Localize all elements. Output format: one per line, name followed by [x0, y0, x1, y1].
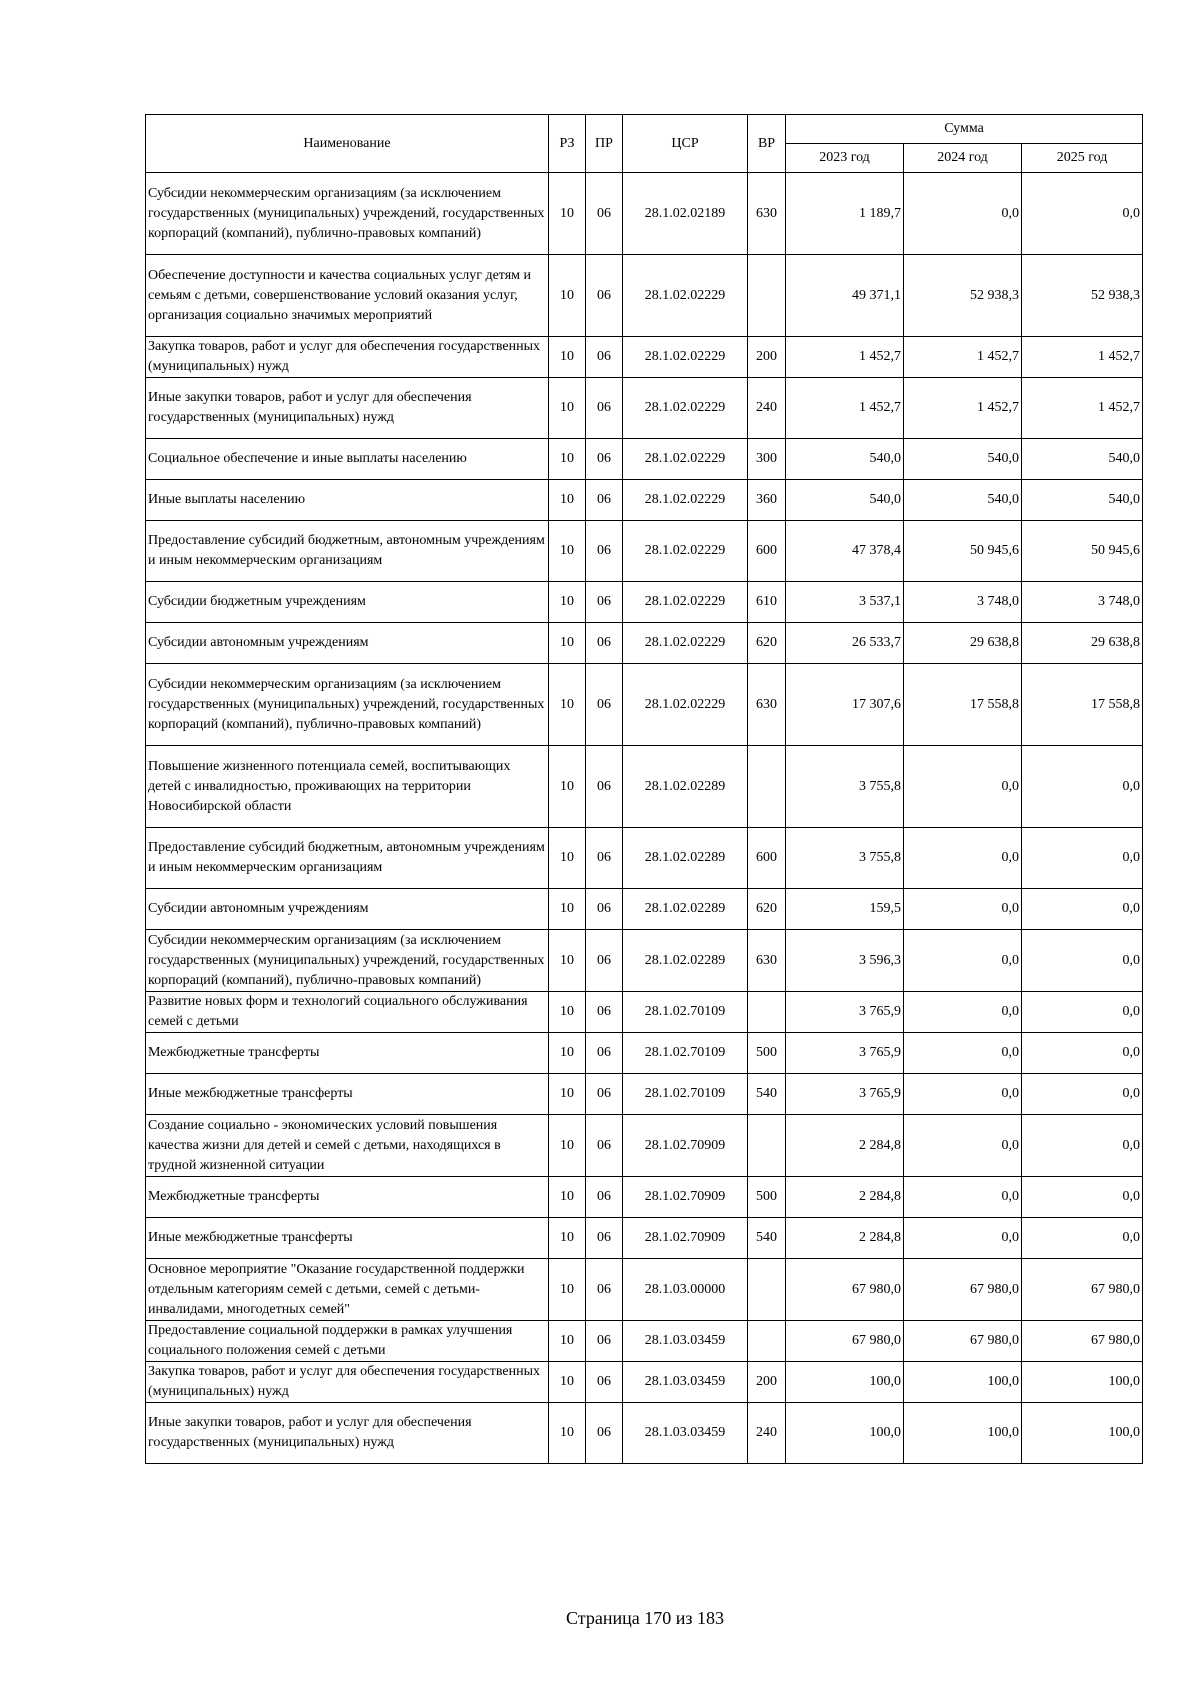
row-sum-2024: 0,0 — [904, 1115, 1022, 1177]
row-sum-2024: 0,0 — [904, 1177, 1022, 1218]
row-csr: 28.1.02.70909 — [623, 1115, 748, 1177]
row-sum-2023: 1 452,7 — [786, 337, 904, 378]
row-sum-2023: 26 533,7 — [786, 623, 904, 664]
row-sum-2025: 0,0 — [1022, 1115, 1143, 1177]
row-sum-2023: 47 378,4 — [786, 521, 904, 582]
row-name: Межбюджетные трансферты — [146, 1177, 549, 1218]
row-rz: 10 — [549, 521, 586, 582]
row-sum-2025: 50 945,6 — [1022, 521, 1143, 582]
row-pr: 06 — [586, 337, 623, 378]
row-sum-2023: 3 755,8 — [786, 746, 904, 828]
row-sum-2023: 2 284,8 — [786, 1177, 904, 1218]
row-rz: 10 — [549, 828, 586, 889]
table-row — [146, 439, 1143, 480]
row-sum-2025: 0,0 — [1022, 1074, 1143, 1115]
row-vr — [748, 746, 786, 828]
row-sum-2024: 0,0 — [904, 992, 1022, 1033]
row-pr: 06 — [586, 1362, 623, 1403]
row-csr: 28.1.02.70109 — [623, 1074, 748, 1115]
row-pr: 06 — [586, 582, 623, 623]
row-vr: 540 — [748, 1218, 786, 1259]
row-sum-2025: 29 638,8 — [1022, 623, 1143, 664]
row-sum-2024: 0,0 — [904, 746, 1022, 828]
row-rz: 10 — [549, 378, 586, 439]
row-sum-2024: 67 980,0 — [904, 1259, 1022, 1321]
row-name: Иные закупки товаров, работ и услуг для обеспечения государственных (муниципальных) нужд — [146, 378, 549, 439]
row-vr — [748, 1115, 786, 1177]
row-name: Иные межбюджетные трансферты — [146, 1218, 549, 1259]
table-row — [146, 1033, 1143, 1074]
header-year-2024: 2024 год — [904, 144, 1022, 173]
row-sum-2023: 17 307,6 — [786, 664, 904, 746]
row-pr: 06 — [586, 746, 623, 828]
row-csr: 28.1.02.02189 — [623, 173, 748, 255]
row-vr — [748, 992, 786, 1033]
row-sum-2025: 0,0 — [1022, 930, 1143, 992]
header-csr: ЦСР — [623, 115, 748, 173]
row-pr: 06 — [586, 623, 623, 664]
row-sum-2023: 2 284,8 — [786, 1218, 904, 1259]
row-csr: 28.1.02.02229 — [623, 664, 748, 746]
table-row — [146, 1115, 1143, 1177]
row-sum-2025: 0,0 — [1022, 1177, 1143, 1218]
row-name: Субсидии автономным учреждениям — [146, 623, 549, 664]
row-csr: 28.1.02.02229 — [623, 439, 748, 480]
row-pr: 06 — [586, 930, 623, 992]
row-vr: 600 — [748, 828, 786, 889]
row-csr: 28.1.02.70109 — [623, 1033, 748, 1074]
row-sum-2025: 0,0 — [1022, 1218, 1143, 1259]
row-pr: 06 — [586, 1074, 623, 1115]
row-vr — [748, 1321, 786, 1362]
row-sum-2024: 0,0 — [904, 889, 1022, 930]
row-csr: 28.1.02.02289 — [623, 930, 748, 992]
table-row — [146, 1177, 1143, 1218]
row-sum-2024: 67 980,0 — [904, 1321, 1022, 1362]
row-vr — [748, 255, 786, 337]
row-pr: 06 — [586, 1321, 623, 1362]
row-csr: 28.1.02.02229 — [623, 480, 748, 521]
table-row — [146, 623, 1143, 664]
row-pr: 06 — [586, 1115, 623, 1177]
row-rz: 10 — [549, 1321, 586, 1362]
row-name: Основное мероприятие "Оказание государственной поддержки отдельным категориям семей с детьми, семей с детьми-инвалидами, многодетных семей" — [146, 1259, 549, 1321]
row-pr: 06 — [586, 1033, 623, 1074]
row-pr: 06 — [586, 439, 623, 480]
row-name: Субсидии некоммерческим организациям (за исключением государственных (муниципальных) учреждений, государственных корпораций (компаний), публично-правовых компаний) — [146, 664, 549, 746]
table-row — [146, 255, 1143, 337]
row-pr: 06 — [586, 889, 623, 930]
row-csr: 28.1.02.70109 — [623, 992, 748, 1033]
row-csr: 28.1.02.02229 — [623, 255, 748, 337]
row-rz: 10 — [549, 1403, 586, 1464]
row-name: Обеспечение доступности и качества социальных услуг детям и семьям с детьми, совершенствование условий оказания услуг, организация социально значимых мероприятий — [146, 255, 549, 337]
row-name: Предоставление субсидий бюджетным, автономным учреждениям и иным некоммерческим организациям — [146, 828, 549, 889]
row-rz: 10 — [549, 623, 586, 664]
row-rz: 10 — [549, 337, 586, 378]
row-name: Субсидии некоммерческим организациям (за исключением государственных (муниципальных) учреждений, государственных корпораций (компаний), публично-правовых компаний) — [146, 173, 549, 255]
row-csr: 28.1.02.70909 — [623, 1177, 748, 1218]
row-rz: 10 — [549, 992, 586, 1033]
page-number: Страница 170 из 183 — [566, 1608, 724, 1628]
row-rz: 10 — [549, 1218, 586, 1259]
table-row — [146, 664, 1143, 746]
table-row — [146, 992, 1143, 1033]
row-vr: 240 — [748, 1403, 786, 1464]
row-rz: 10 — [549, 439, 586, 480]
row-sum-2025: 0,0 — [1022, 889, 1143, 930]
row-name: Субсидии некоммерческим организациям (за исключением государственных (муниципальных) учреждений, государственных корпораций (компаний), публично-правовых компаний) — [146, 930, 549, 992]
row-vr: 610 — [748, 582, 786, 623]
row-csr: 28.1.02.02229 — [623, 623, 748, 664]
header-pr: ПР — [586, 115, 623, 173]
row-name: Закупка товаров, работ и услуг для обеспечения государственных (муниципальных) нужд — [146, 337, 549, 378]
row-rz: 10 — [549, 1259, 586, 1321]
row-pr: 06 — [586, 255, 623, 337]
row-csr: 28.1.03.03459 — [623, 1403, 748, 1464]
row-pr: 06 — [586, 664, 623, 746]
row-csr: 28.1.02.02229 — [623, 337, 748, 378]
row-sum-2025: 0,0 — [1022, 173, 1143, 255]
row-sum-2024: 0,0 — [904, 1074, 1022, 1115]
table-body — [146, 173, 1143, 1464]
row-vr: 630 — [748, 664, 786, 746]
row-name: Повышение жизненного потенциала семей, воспитывающих детей с инвалидностью, проживающих на территории Новосибирской области — [146, 746, 549, 828]
row-sum-2024: 1 452,7 — [904, 337, 1022, 378]
header-name: Наименование — [146, 115, 549, 173]
table-row — [146, 1218, 1143, 1259]
row-vr: 500 — [748, 1177, 786, 1218]
row-sum-2025: 100,0 — [1022, 1403, 1143, 1464]
budget-table — [145, 114, 1143, 1464]
row-sum-2024: 29 638,8 — [904, 623, 1022, 664]
row-csr: 28.1.03.03459 — [623, 1321, 748, 1362]
row-pr: 06 — [586, 1218, 623, 1259]
row-name: Развитие новых форм и технологий социального обслуживания семей с детьми — [146, 992, 549, 1033]
row-name: Иные межбюджетные трансферты — [146, 1074, 549, 1115]
row-csr: 28.1.02.02289 — [623, 828, 748, 889]
row-vr: 630 — [748, 173, 786, 255]
table-row — [146, 1403, 1143, 1464]
row-rz: 10 — [549, 255, 586, 337]
row-rz: 10 — [549, 480, 586, 521]
header-sum: Сумма — [786, 115, 1143, 144]
table-header — [146, 115, 1143, 173]
row-sum-2025: 0,0 — [1022, 1033, 1143, 1074]
row-rz: 10 — [549, 1074, 586, 1115]
row-sum-2023: 3 765,9 — [786, 992, 904, 1033]
row-rz: 10 — [549, 582, 586, 623]
row-name: Закупка товаров, работ и услуг для обеспечения государственных (муниципальных) нужд — [146, 1362, 549, 1403]
row-sum-2024: 17 558,8 — [904, 664, 1022, 746]
row-vr: 620 — [748, 889, 786, 930]
row-csr: 28.1.02.02229 — [623, 521, 748, 582]
row-csr: 28.1.03.03459 — [623, 1362, 748, 1403]
table-row — [146, 480, 1143, 521]
table-row — [146, 1321, 1143, 1362]
row-sum-2024: 50 945,6 — [904, 521, 1022, 582]
row-vr — [748, 1259, 786, 1321]
row-name: Предоставление социальной поддержки в рамках улучшения социального положения семей с детьми — [146, 1321, 549, 1362]
row-pr: 06 — [586, 1177, 623, 1218]
row-vr: 300 — [748, 439, 786, 480]
row-name: Создание социально - экономических условий повышения качества жизни для детей и семей с детьми, находящихся в трудной жизненной ситуации — [146, 1115, 549, 1177]
row-sum-2024: 0,0 — [904, 828, 1022, 889]
row-csr: 28.1.02.70909 — [623, 1218, 748, 1259]
row-csr: 28.1.02.02229 — [623, 378, 748, 439]
row-name: Иные выплаты населению — [146, 480, 549, 521]
row-sum-2024: 3 748,0 — [904, 582, 1022, 623]
row-sum-2024: 0,0 — [904, 173, 1022, 255]
row-sum-2024: 540,0 — [904, 439, 1022, 480]
table-row — [146, 1074, 1143, 1115]
row-pr: 06 — [586, 480, 623, 521]
row-sum-2024: 100,0 — [904, 1403, 1022, 1464]
row-vr: 500 — [748, 1033, 786, 1074]
row-sum-2025: 1 452,7 — [1022, 378, 1143, 439]
row-rz: 10 — [549, 173, 586, 255]
row-sum-2023: 540,0 — [786, 480, 904, 521]
table-row — [146, 337, 1143, 378]
header-vr: ВР — [748, 115, 786, 173]
row-csr: 28.1.02.02289 — [623, 889, 748, 930]
row-sum-2023: 100,0 — [786, 1403, 904, 1464]
row-rz: 10 — [549, 664, 586, 746]
row-vr: 620 — [748, 623, 786, 664]
row-sum-2024: 540,0 — [904, 480, 1022, 521]
row-sum-2024: 1 452,7 — [904, 378, 1022, 439]
row-rz: 10 — [549, 930, 586, 992]
row-sum-2023: 3 765,9 — [786, 1033, 904, 1074]
row-sum-2025: 1 452,7 — [1022, 337, 1143, 378]
row-vr: 240 — [748, 378, 786, 439]
row-sum-2023: 540,0 — [786, 439, 904, 480]
row-sum-2023: 159,5 — [786, 889, 904, 930]
row-vr: 630 — [748, 930, 786, 992]
row-vr: 600 — [748, 521, 786, 582]
row-sum-2025: 52 938,3 — [1022, 255, 1143, 337]
row-sum-2023: 2 284,8 — [786, 1115, 904, 1177]
row-rz: 10 — [549, 1033, 586, 1074]
header-year-2023: 2023 год — [786, 144, 904, 173]
row-rz: 10 — [549, 746, 586, 828]
row-sum-2025: 100,0 — [1022, 1362, 1143, 1403]
row-name: Предоставление субсидий бюджетным, автономным учреждениям и иным некоммерческим организациям — [146, 521, 549, 582]
row-sum-2023: 3 537,1 — [786, 582, 904, 623]
row-sum-2025: 3 748,0 — [1022, 582, 1143, 623]
row-vr: 200 — [748, 1362, 786, 1403]
row-pr: 06 — [586, 1403, 623, 1464]
row-sum-2023: 3 596,3 — [786, 930, 904, 992]
row-rz: 10 — [549, 1177, 586, 1218]
row-pr: 06 — [586, 521, 623, 582]
row-name: Субсидии автономным учреждениям — [146, 889, 549, 930]
header-year-2025: 2025 год — [1022, 144, 1143, 173]
row-sum-2025: 17 558,8 — [1022, 664, 1143, 746]
table-row — [146, 1259, 1143, 1321]
row-sum-2025: 67 980,0 — [1022, 1321, 1143, 1362]
row-name: Межбюджетные трансферты — [146, 1033, 549, 1074]
row-sum-2024: 0,0 — [904, 930, 1022, 992]
row-sum-2024: 100,0 — [904, 1362, 1022, 1403]
row-sum-2023: 100,0 — [786, 1362, 904, 1403]
row-sum-2025: 0,0 — [1022, 992, 1143, 1033]
row-rz: 10 — [549, 889, 586, 930]
row-sum-2025: 67 980,0 — [1022, 1259, 1143, 1321]
table-row — [146, 828, 1143, 889]
row-pr: 06 — [586, 173, 623, 255]
table-row — [146, 889, 1143, 930]
row-sum-2023: 1 452,7 — [786, 378, 904, 439]
row-sum-2024: 0,0 — [904, 1033, 1022, 1074]
row-sum-2023: 1 189,7 — [786, 173, 904, 255]
row-sum-2024: 52 938,3 — [904, 255, 1022, 337]
table-row — [146, 1362, 1143, 1403]
row-name: Социальное обеспечение и иные выплаты населению — [146, 439, 549, 480]
row-vr: 200 — [748, 337, 786, 378]
row-csr: 28.1.03.00000 — [623, 1259, 748, 1321]
table-row — [146, 746, 1143, 828]
row-csr: 28.1.02.02229 — [623, 582, 748, 623]
row-csr: 28.1.02.02289 — [623, 746, 748, 828]
row-name: Субсидии бюджетным учреждениям — [146, 582, 549, 623]
row-sum-2023: 49 371,1 — [786, 255, 904, 337]
row-pr: 06 — [586, 992, 623, 1033]
header-rz: РЗ — [549, 115, 586, 173]
row-name: Иные закупки товаров, работ и услуг для обеспечения государственных (муниципальных) нужд — [146, 1403, 549, 1464]
row-sum-2025: 0,0 — [1022, 828, 1143, 889]
table-row — [146, 521, 1143, 582]
row-sum-2025: 540,0 — [1022, 439, 1143, 480]
row-rz: 10 — [549, 1115, 586, 1177]
row-sum-2023: 3 765,9 — [786, 1074, 904, 1115]
table-row — [146, 173, 1143, 255]
row-sum-2023: 3 755,8 — [786, 828, 904, 889]
table-row — [146, 378, 1143, 439]
row-sum-2023: 67 980,0 — [786, 1259, 904, 1321]
row-pr: 06 — [586, 828, 623, 889]
row-rz: 10 — [549, 1362, 586, 1403]
row-vr: 540 — [748, 1074, 786, 1115]
table-row — [146, 582, 1143, 623]
row-sum-2025: 540,0 — [1022, 480, 1143, 521]
row-pr: 06 — [586, 378, 623, 439]
row-pr: 06 — [586, 1259, 623, 1321]
row-sum-2025: 0,0 — [1022, 746, 1143, 828]
row-sum-2023: 67 980,0 — [786, 1321, 904, 1362]
row-sum-2024: 0,0 — [904, 1218, 1022, 1259]
row-vr: 360 — [748, 480, 786, 521]
table-row — [146, 930, 1143, 992]
